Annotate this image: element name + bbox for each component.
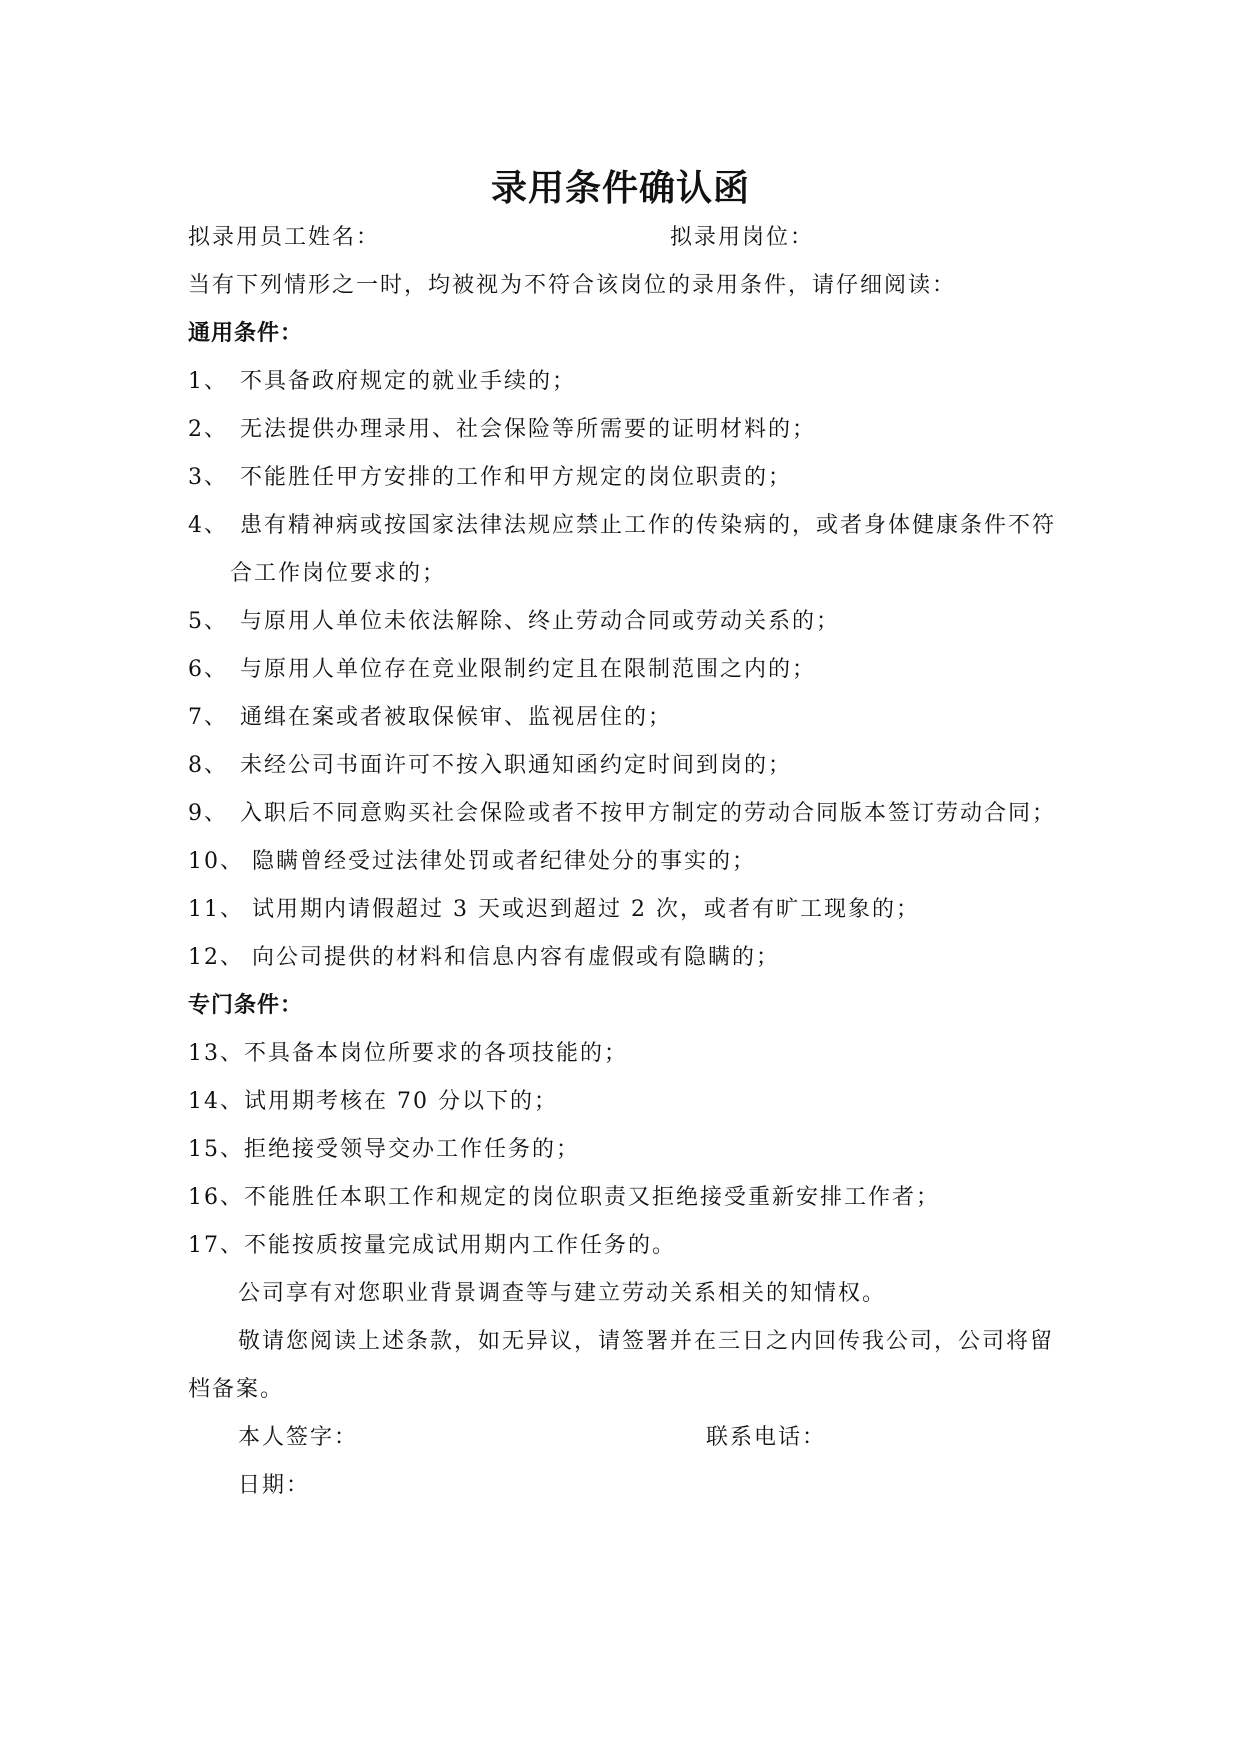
special-item: 16、不能胜任本职工作和规定的岗位职责又拒绝接受重新安排工作者；	[188, 1185, 940, 1210]
general-item: 12、 向公司提供的材料和信息内容有虚假或有隐瞒的；	[188, 945, 781, 970]
position-label: 拟录用岗位：	[670, 225, 815, 250]
general-item: 3、 不能胜任甲方安排的工作和甲方规定的岗位职责的；	[188, 465, 793, 490]
employee-name-label: 拟录用员工姓名：	[188, 225, 381, 250]
general-conditions-heading: 通用条件：	[188, 321, 304, 346]
special-item: 17、不能按质按量完成试用期内工作任务的。	[188, 1233, 676, 1258]
intro-text: 当有下列情形之一时，均被视为不符合该岗位的录用条件，请仔细阅读：	[188, 273, 957, 298]
date-label: 日期：	[238, 1473, 311, 1498]
page-title: 录用条件确认函	[490, 168, 750, 209]
general-item-continuation: 合工作岗位要求的；	[230, 561, 447, 586]
general-item: 1、 不具备政府规定的就业手续的；	[188, 369, 577, 394]
general-item: 6、 与原用人单位存在竞业限制约定且在限制范围之内的；	[188, 657, 817, 682]
general-item: 10、 隐瞒曾经受过法律处罚或者纪律处分的事实的；	[188, 849, 757, 874]
signature-label: 本人签字：	[238, 1425, 359, 1450]
special-item: 14、试用期考核在 70 分以下的；	[188, 1089, 558, 1114]
background-check-notice: 公司享有对您职业背景调查等与建立劳动关系相关的知情权。	[238, 1281, 887, 1306]
general-item: 4、 患有精神病或按国家法律法规应禁止工作的传染病的，或者身体健康条件不符	[188, 513, 1057, 538]
special-item: 13、不具备本岗位所要求的各项技能的；	[188, 1041, 628, 1066]
general-item: 8、 未经公司书面许可不按入职通知函约定时间到岗的；	[188, 753, 793, 778]
request-text-continuation: 档备案。	[188, 1377, 285, 1402]
request-text: 敬请您阅读上述条款，如无异议，请签署并在三日之内回传我公司，公司将留	[238, 1329, 1055, 1354]
general-item: 9、 入职后不同意购买社会保险或者不按甲方制定的劳动合同版本签订劳动合同；	[188, 801, 1057, 826]
general-item: 11、 试用期内请假超过 3 天或迟到超过 2 次，或者有旷工现象的；	[188, 897, 920, 922]
general-item: 5、 与原用人单位未依法解除、终止劳动合同或劳动关系的；	[188, 609, 841, 634]
phone-label: 联系电话：	[706, 1425, 827, 1450]
general-item: 7、 通缉在案或者被取保候审、监视居住的；	[188, 705, 673, 730]
special-item: 15、拒绝接受领导交办工作任务的；	[188, 1137, 580, 1162]
special-conditions-heading: 专门条件：	[188, 993, 304, 1018]
general-item: 2、 无法提供办理录用、社会保险等所需要的证明材料的；	[188, 417, 817, 442]
